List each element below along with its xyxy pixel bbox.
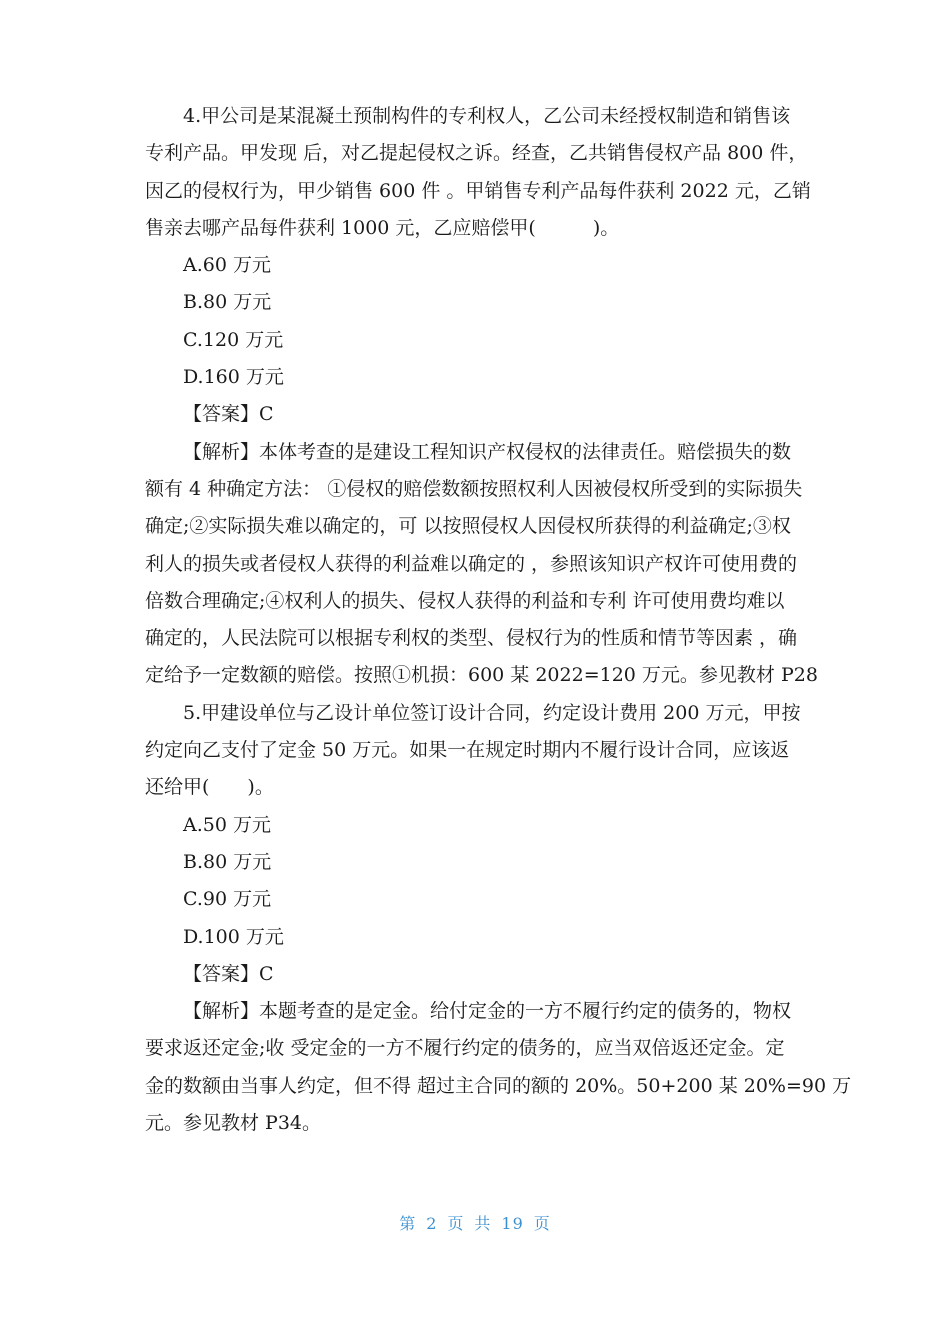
page-content bbox=[145, 98, 852, 1142]
q5-option-d: D.100 万元 bbox=[183, 925, 284, 948]
q4-analysis-line: 额有 4 种确定方法： ①侵权的赔偿数额按照权利人因被侵权所受到的实际损失 bbox=[145, 477, 803, 500]
footer-word: 页 bbox=[533, 1214, 551, 1233]
q4-option-b: B.80 万元 bbox=[183, 291, 272, 314]
q4-stem-line: 4.甲公司是某混凝土预制构件的专利权人，乙公司未经授权制造和销售该 bbox=[183, 105, 791, 127]
question-4 bbox=[145, 98, 818, 695]
q5-answer: 【答案】C bbox=[183, 962, 274, 985]
q4-stem-line: 售亲去哪产品每件获利 1000 元，乙应赔偿甲( )。 bbox=[145, 216, 620, 239]
q4-analysis-line: 定给予一定数额的赔偿。按照①机损：600 某 2022=120 万元。参见教材 P28 bbox=[145, 664, 818, 687]
q5-option-b: B.80 万元 bbox=[183, 850, 272, 873]
q4-option-a: A.60 万元 bbox=[183, 254, 271, 277]
q4-analysis-line: 利人的损失或者侵权人获得的利益难以确定的 ，参照该知识产权许可使用费的 bbox=[145, 552, 798, 575]
q4-analysis-line: 确定的，人民法院可以根据专利权的类型、侵权行为的性质和情节等因素 ，确 bbox=[145, 627, 798, 650]
current-page-number: 2 bbox=[426, 1214, 438, 1233]
q4-option-d: D.160 万元 bbox=[183, 366, 284, 389]
q4-analysis-line: 【解析】本体考查的是建设工程知识产权侵权的法律责任。赔偿损失的数 bbox=[183, 440, 792, 463]
q5-stem-line: 约定向乙支付了定金 50 万元。如果一在规定时期内不履行设计合同，应该返 bbox=[145, 739, 790, 762]
q5-option-c: C.90 万元 bbox=[183, 888, 272, 911]
q4-option-c: C.120 万元 bbox=[183, 328, 284, 351]
footer-word: 第 bbox=[399, 1214, 417, 1233]
q4-analysis-line: 倍数合理确定;④权利人的损失、侵权人获得的利益和专利 许可使用费均难以 bbox=[145, 589, 785, 612]
total-page-count: 19 bbox=[501, 1214, 524, 1233]
q4-stem-line: 专利产品。甲发现 后，对乙提起侵权之诉。经查，乙共销售侵权产品 800 件， bbox=[145, 142, 808, 165]
q4-answer: 【答案】C bbox=[183, 403, 274, 426]
footer-word: 页 bbox=[447, 1214, 465, 1233]
q5-analysis-line: 【解析】本题考查的是定金。给付定金的一方不履行约定的债务的，物权 bbox=[183, 1000, 792, 1023]
q5-analysis-line: 要求返还定金;收 受定金的一方不履行约定的债务的，应当双倍返还定金。定 bbox=[145, 1037, 785, 1060]
q5-analysis-line: 元。参见教材 P34。 bbox=[145, 1112, 322, 1135]
q4-stem-line: 因乙的侵权行为，甲少销售 600 件 。甲销售专利产品每件获利 2022 元，乙销 bbox=[145, 179, 811, 202]
question-5 bbox=[145, 695, 852, 1143]
q5-stem-line: 5.甲建设单位与乙设计单位签订设计合同，约定设计费用 200 万元，甲按 bbox=[183, 701, 801, 724]
q4-analysis-line: 确定;②实际损失难以确定的，可 以按照侵权人因侵权所获得的利益确定;③权 bbox=[145, 515, 791, 538]
q5-stem-line: 还给甲( )。 bbox=[145, 776, 274, 799]
page-footer bbox=[0, 1211, 950, 1234]
q5-option-a: A.50 万元 bbox=[183, 813, 271, 836]
q5-analysis-line: 金的数额由当事人约定，但不得 超过主合同的额的 20%。50+200 某 20%=90 万 bbox=[145, 1074, 852, 1097]
footer-word: 共 bbox=[474, 1214, 492, 1233]
